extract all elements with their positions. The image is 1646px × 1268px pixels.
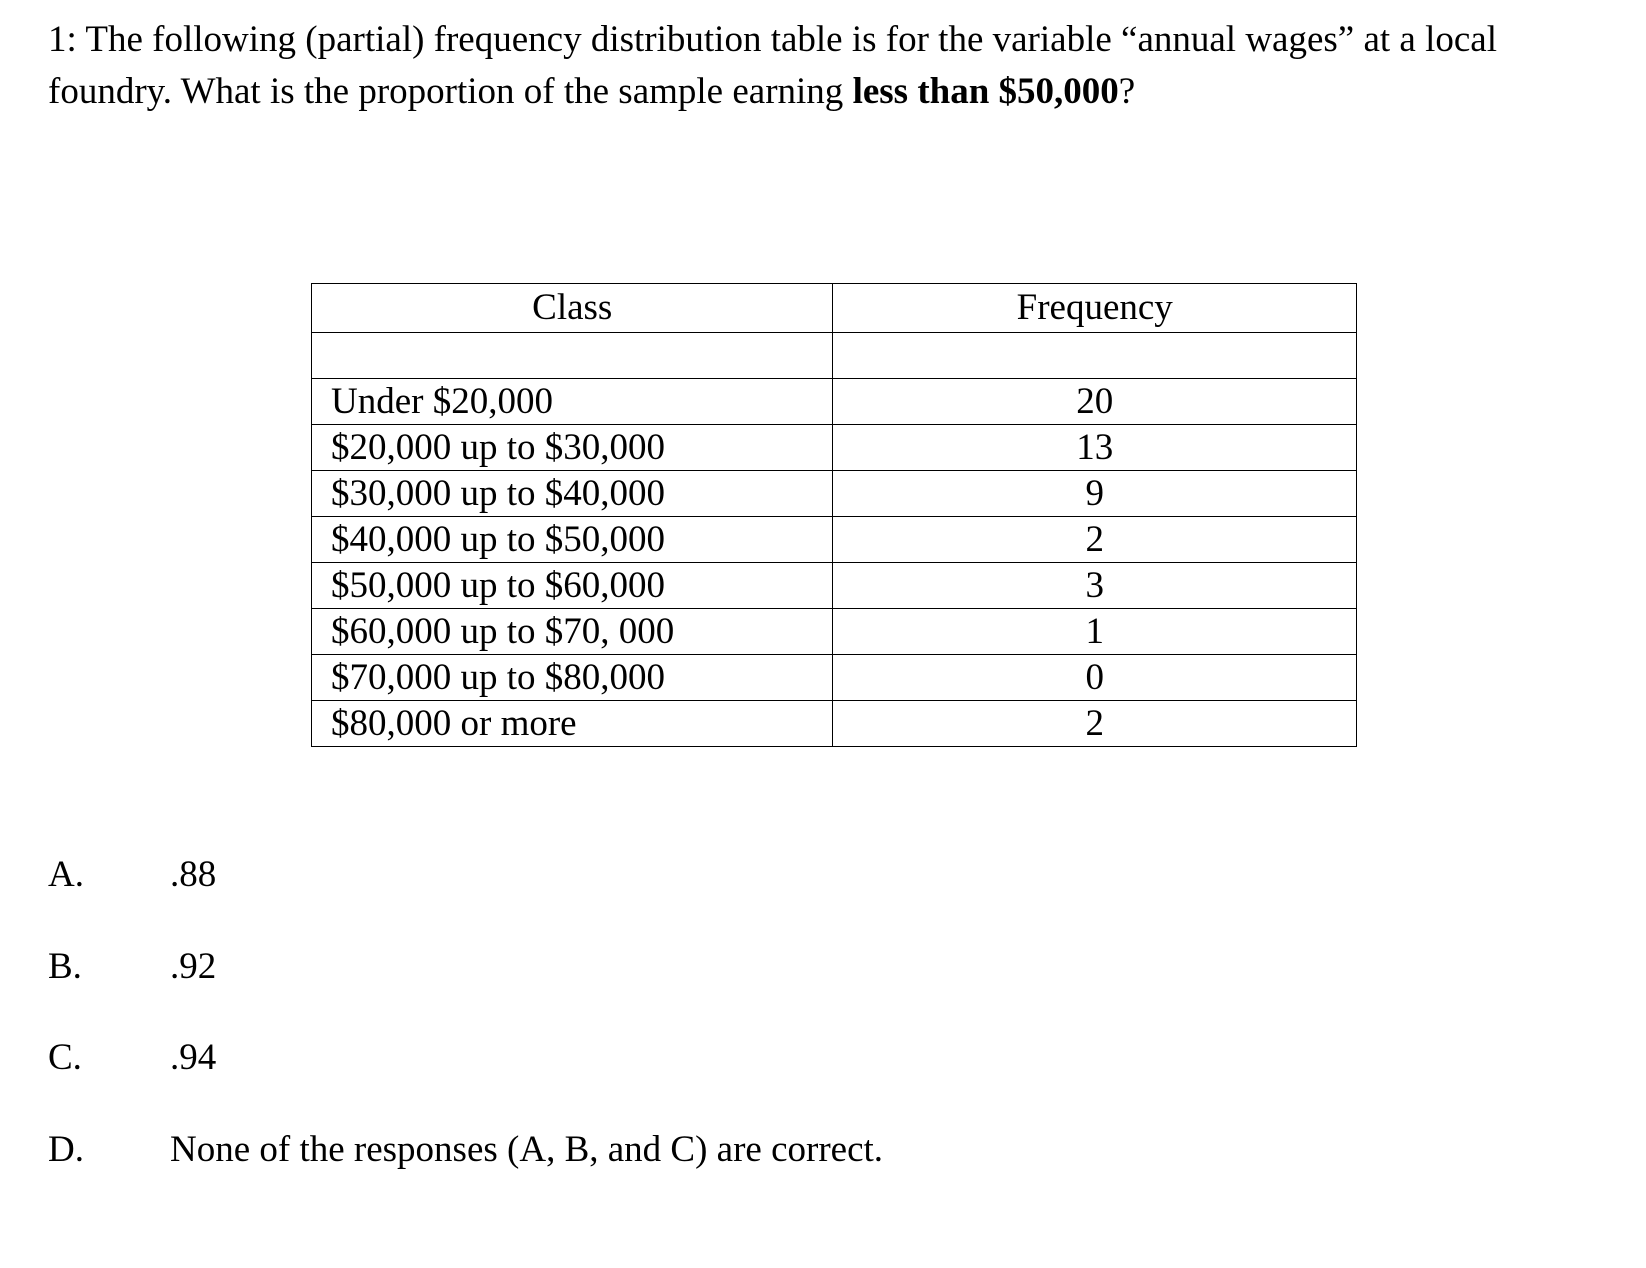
option-letter: C.	[48, 1037, 82, 1078]
question-suffix: ?	[1118, 71, 1136, 112]
frequency-cell: 9	[833, 471, 1357, 517]
option-text: .88	[170, 854, 217, 895]
header-class: Class	[312, 284, 833, 333]
frequency-cell: 1	[833, 609, 1357, 655]
table-row	[312, 609, 1357, 655]
class-cell: Under $20,000	[312, 379, 833, 425]
frequency-cell: 13	[833, 425, 1357, 471]
table-header-row	[312, 284, 1357, 333]
empty-cell	[312, 333, 833, 379]
frequency-cell: 0	[833, 655, 1357, 701]
class-cell: $60,000 up to $70, 000	[312, 609, 833, 655]
table-row	[312, 655, 1357, 701]
class-cell: $30,000 up to $40,000	[312, 471, 833, 517]
option-text: .92	[170, 946, 217, 987]
class-cell: $40,000 up to $50,000	[312, 517, 833, 563]
empty-cell	[833, 333, 1357, 379]
table-row	[312, 471, 1357, 517]
question-emphasis: less than $50,000	[852, 71, 1119, 112]
answer-option-a[interactable]	[48, 853, 216, 897]
question-prefix: 1: The following (partial) frequency distribution table is for the variable “annual wages” at a local foundry. What is the proportion of the sample earning	[48, 19, 1497, 112]
option-text: .94	[170, 1037, 217, 1078]
frequency-table	[311, 283, 1357, 747]
option-letter: B.	[48, 946, 82, 987]
class-cell: $20,000 up to $30,000	[312, 425, 833, 471]
option-text: None of the responses (A, B, and C) are correct.	[170, 1129, 884, 1170]
table-row	[312, 563, 1357, 609]
table-row	[312, 701, 1357, 747]
class-cell: $70,000 up to $80,000	[312, 655, 833, 701]
class-cell: $50,000 up to $60,000	[312, 563, 833, 609]
option-letter: A.	[48, 854, 84, 895]
question-text	[48, 14, 1608, 118]
table-empty-row	[312, 333, 1357, 379]
frequency-cell: 3	[833, 563, 1357, 609]
table-row	[312, 379, 1357, 425]
answer-option-b[interactable]	[48, 945, 216, 989]
answer-option-c[interactable]	[48, 1036, 216, 1080]
header-frequency: Frequency	[833, 284, 1357, 333]
frequency-cell: 20	[833, 379, 1357, 425]
option-letter: D.	[48, 1129, 84, 1170]
class-cell: $80,000 or more	[312, 701, 833, 747]
frequency-cell: 2	[833, 517, 1357, 563]
answer-option-d[interactable]	[48, 1128, 883, 1172]
table-row	[312, 425, 1357, 471]
table-row	[312, 517, 1357, 563]
frequency-cell: 2	[833, 701, 1357, 747]
